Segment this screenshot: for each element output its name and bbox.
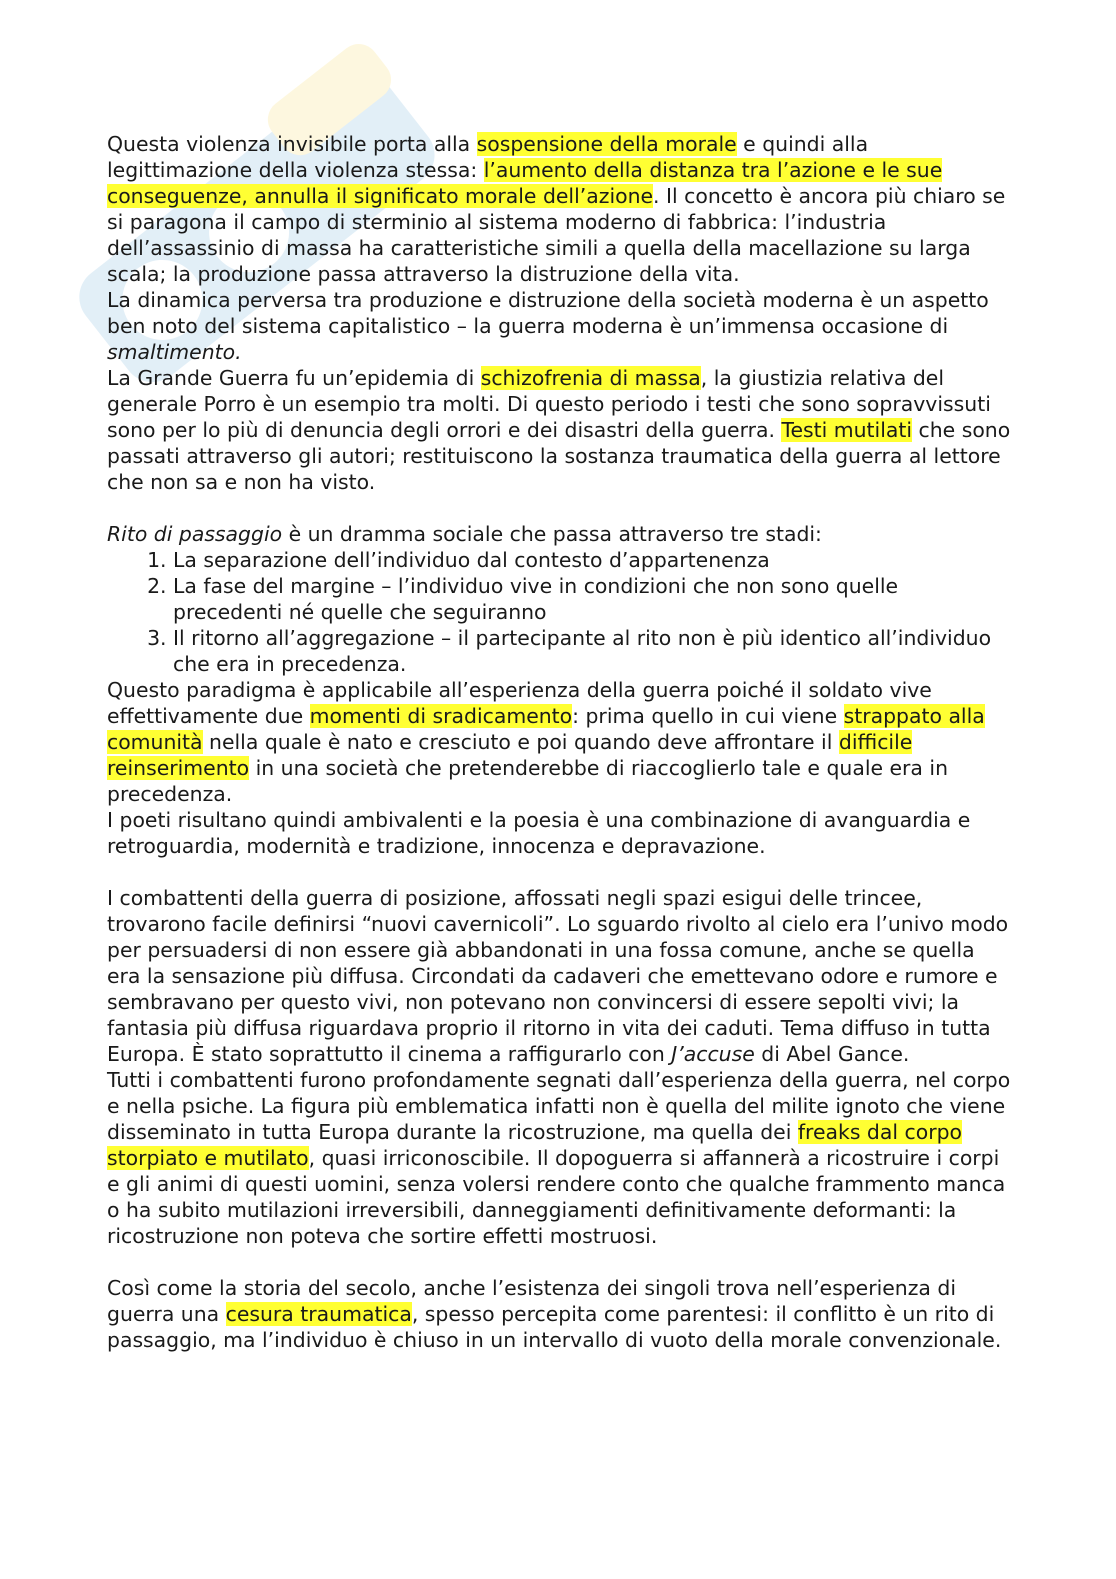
highlight-strappato: strappato alla comunità: [107, 704, 985, 754]
paragraph-poeti: I poeti risultano quindi ambivalenti e la poesia è una combinazione di avanguardia e retroguardia, modernità e tradizione, innocenza e depravazione.: [107, 808, 971, 858]
highlight-sospensione: sospensione della morale: [476, 132, 737, 156]
list-item: 1. La separazione dell’individuo dal contesto d’appartenenza: [173, 547, 1012, 573]
highlight-cesura: cesura traumatica: [225, 1302, 412, 1326]
document-body: [107, 131, 1012, 1353]
paragraph-cesura: Così come la storia del secolo, anche l’esistenza dei singoli trova nell’esperienza di guerra una cesura traumatica, spesso percepita come parentesi: il conflitto è un rito di passaggio, ma l’individuo è chiuso in un intervallo di vuoto della morale convenzionale.: [107, 1276, 1002, 1352]
highlight-sradicamento: momenti di sradicamento: [309, 704, 573, 728]
paragraph-rito: Rito di passaggio è un dramma sociale che passa attraverso tre stadi:: [107, 522, 822, 546]
paragraph-paradigma: Questo paradigma è applicabile all’esperienza della guerra poiché il soldato vive effettivamente due momenti di sradicamento: prima quello in cui viene strappato alla comunità nella quale è nato e cresciuto e poi quando deve affrontare il difficile reinserimento in una società che pretenderebbe di riaccoglierlo tale e quale era in precedenza.: [107, 678, 985, 806]
list-item: 3. Il ritorno all’aggregazione – il partecipante al rito non è più identico all’individuo che era in precedenza.: [173, 625, 1012, 677]
highlight-distanza: l’aumento della distanza tra l’azione e le sue conseguenze, annulla il significato morale dell’azione: [107, 158, 943, 208]
stages-list: [107, 547, 1012, 677]
highlight-schizofrenia: schizofrenia di massa: [480, 366, 701, 390]
paragraph-grande-guerra: La Grande Guerra fu un’epidemia di schizofrenia di massa, la giustizia relativa del generale Porro è un esempio tra molti. Di questo periodo i testi che sono sopravvissuti sono per lo più di denuncia degli orrori e dei disastri della guerra. Testi mutilati che sono passati attraverso gli autori; restituiscono la sostanza traumatica della guerra al lettore che non sa e non ha visto.: [107, 366, 1011, 494]
paragraph-combattenti: I combattenti della guerra di posizione, affossati negli spazi esigui delle trincee, trovarono facile definirsi “nuovi cavernicoli”. Lo sguardo rivolto al cielo era l’univo modo per persuadersi di non essere già abbandonati in una fossa comune, anche se quella era la sensazione più diffusa. Circondati da cadaveri che emettevano odore e rumore e sembravano per questo vivi, non potevano non convincersi di essere sepolti vivi; la fantasia più diffusa riguardava proprio il ritorno in vita dei caduti. Tema diffuso in tutta Europa. È stato soprattutto il cinema a raffigurarlo con J’accuse di Abel Gance.: [107, 886, 1009, 1066]
highlight-testi-mutilati: Testi mutilati: [781, 418, 913, 442]
paragraph-segnati: Tutti i combattenti furono profondamente segnati dall’esperienza della guerra, nel corpo e nella psiche. La figura più emblematica infatti non è quella del milite ignoto che viene disseminato in tutta Europa durante la ricostruzione, ma quella dei freaks dal corpo storpiato e mutilato, quasi irriconoscibile. Il dopoguerra si affannerà a ricostruire i corpi e gli animi di questi uomini, senza volersi rendere conto che qualche frammento manca o ha subito mutilazioni irreversibili, danneggiamenti definitivamente deformanti: la ricostruzione non poteva che sortire effetti mostruosi.: [107, 1068, 1011, 1248]
paragraph-violenza: Questa violenza invisibile porta alla sospensione della morale e quindi alla legittimazione della violenza stessa: l’aumento della distanza tra l’azione e le sue conseguenze, annulla il significato morale dell’azione. Il concetto è ancora più chiaro se si paragona il campo di sterminio al sistema moderno di fabbrica: l’industria dell’assassinio di massa ha caratteristiche simili a quella della macellazione su larga scala; la produzione passa attraverso la distruzione della vita.: [107, 132, 1006, 286]
paragraph-dinamica: La dinamica perversa tra produzione e distruzione della società moderna è un aspetto ben noto del sistema capitalistico – la guerra moderna è un’immensa occasione di smaltimento.: [107, 288, 989, 364]
highlight-reinserimento: difficile reinserimento: [107, 730, 913, 780]
highlight-freaks: freaks dal corpo storpiato e mutilato: [107, 1120, 962, 1170]
list-item: 2. La fase del margine – l’individuo vive in condizioni che non sono quelle precedenti né quelle che seguiranno: [173, 573, 1012, 625]
